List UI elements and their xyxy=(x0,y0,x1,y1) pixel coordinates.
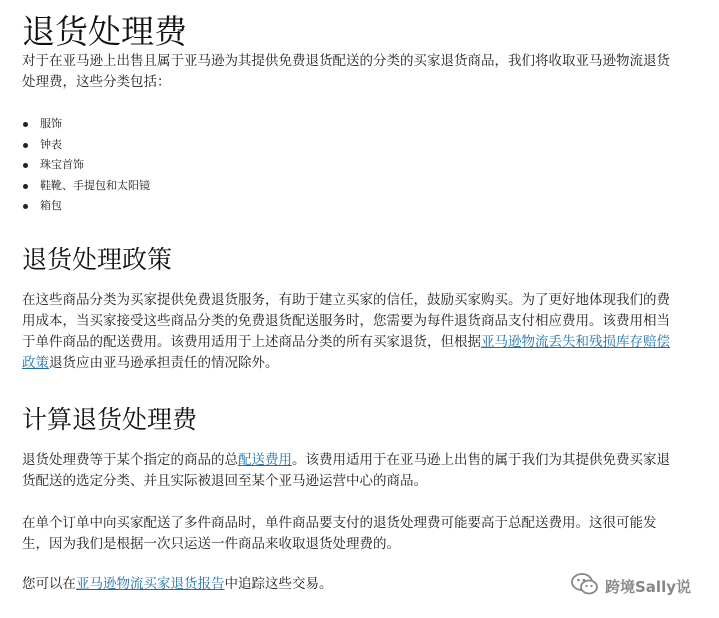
page-title: 退货处理费 xyxy=(22,12,187,51)
calculation-heading: 计算退货处理费 xyxy=(22,405,198,434)
list-item: 钟表 xyxy=(22,135,150,156)
wechat-icon xyxy=(571,572,599,600)
bullet-icon xyxy=(23,122,28,127)
watermark xyxy=(571,572,691,600)
bullet-icon xyxy=(23,204,28,209)
bullet-icon xyxy=(23,163,28,168)
fulfillment-fee-link[interactable]: 配送费用 xyxy=(238,452,292,468)
bullet-icon xyxy=(23,143,28,148)
list-item: 服饰 xyxy=(22,114,150,135)
calculation-paragraph-3: 您可以在亚马逊物流买家退货报告中追踪这些交易。 xyxy=(22,576,333,592)
calculation-paragraph-1: 退货处理费等于某个指定的商品的总配送费用。该费用适用于在亚马逊上出售的属于我们为其提供免费买家退货配送的选定分类、并且实际被退回至某个亚马逊运营中心的商品。 xyxy=(22,452,670,489)
watermark-text: 跨境Sally说 xyxy=(605,577,691,596)
bullet-icon xyxy=(23,184,28,189)
policy-paragraph: 在这些商品分类为买家提供免费退货服务，有助于建立买家的信任，鼓励买家购买。为了更好地体现我们的费用成本，当买家接受这些商品分类的免费退货配送服务时，您需要为每件退货商品支付相应费用。该费用相当于单件商品的配送费用。该费用适用于上述商品分类的所有买家退货，但根据亚马逊物流丢失和残损库存赔偿政策退货应由亚马逊承担责任的情况除外。 xyxy=(22,292,670,371)
calculation-paragraph-2: 在单个订单中向买家配送了多件商品时，单件商品要支付的退货处理费可能要高于总配送费用。这很可能发生，因为我们是根据一次只运送一件商品来收取退货处理费的。 xyxy=(22,515,657,552)
list-item: 箱包 xyxy=(22,196,150,217)
list-item: 珠宝首饰 xyxy=(22,155,150,176)
intro-paragraph: 对于在亚马逊上出售且属于亚马逊为其提供免费退货配送的分类的买家退货商品，我们将收取亚马逊物流退货处理费，这些分类包括： xyxy=(22,53,670,90)
damaged-inventory-policy-link[interactable]: 亚马逊物流丢失和残损库存赔偿政策 xyxy=(22,334,670,371)
customer-returns-report-link[interactable]: 亚马逊物流买家退货报告 xyxy=(76,576,225,592)
category-list xyxy=(22,114,150,217)
list-item: 鞋靴、手提包和太阳镜 xyxy=(22,176,150,197)
policy-heading: 退货处理政策 xyxy=(22,245,173,274)
